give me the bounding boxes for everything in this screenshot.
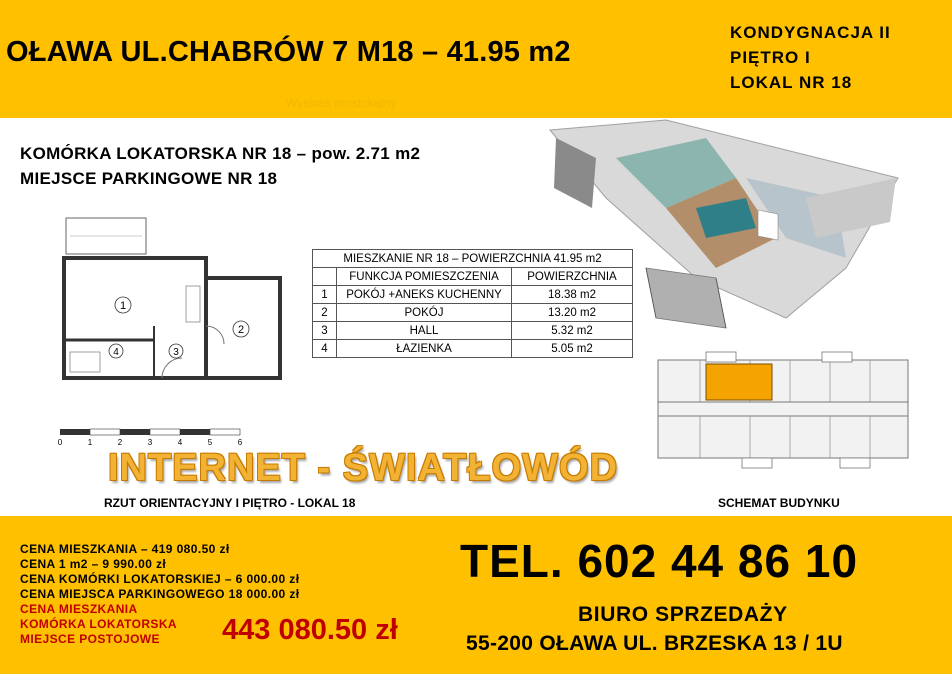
area-table-header-no <box>313 268 337 286</box>
scale-label-3: 3 <box>147 438 153 447</box>
table-row: 4 ŁAZIENKA 5.05 m2 <box>313 340 633 358</box>
summary-line-flat: CENA MIESZKANIA <box>20 602 138 616</box>
office-address: 55-200 OŁAWA UL. BRZESKA 13 / 1U <box>466 632 843 655</box>
phone-number[interactable]: TEL. 602 44 86 10 <box>460 535 859 587</box>
area-table-header-area: POWIERZCHNIA <box>512 268 633 286</box>
sales-office-label: BIURO SPRZEDAŻY <box>578 603 788 626</box>
building-schema <box>650 346 912 470</box>
scale-label-0: 0 <box>58 438 63 447</box>
price-flat: CENA MIESZKANIA – 419 080.50 zł <box>20 542 230 556</box>
area-table-header-function: FUNKCJA POMIESZCZENIA <box>337 268 512 286</box>
floor-plan <box>58 216 288 386</box>
kondygnacja-label: KONDYGNACJA II <box>730 23 891 42</box>
scale-label-5: 5 <box>207 438 213 447</box>
price-parking: CENA MIEJSCA PARKINGOWEGO 18 000.00 zł <box>20 587 300 601</box>
scale-label-1: 1 <box>87 438 93 447</box>
parking-info: MIEJSCE PARKINGOWE NR 18 <box>20 169 278 188</box>
pietro-label: PIĘTRO I <box>730 48 811 67</box>
lokal-label: LOKAL NR 18 <box>730 73 853 92</box>
scale-bar <box>58 427 258 449</box>
room-label-4: 4 <box>113 347 119 358</box>
apartment-3d-render <box>546 118 906 340</box>
table-row: 3 HALL 5.32 m2 <box>313 322 633 340</box>
price-per-m2: CENA 1 m2 – 9 990.00 zł <box>20 557 167 571</box>
unit-location <box>730 20 891 95</box>
summary-line-storage: KOMÓRKA LOKATORSKA <box>20 617 177 631</box>
internet-banner: INTERNET - ŚWIATŁOWÓD <box>108 447 619 489</box>
extras-info <box>20 141 420 191</box>
room-label-2: 2 <box>237 324 245 336</box>
floor-plan-caption: RZUT ORIENTACYJNY I PIĘTRO - LOKAL 18 <box>104 496 356 510</box>
scale-label-6: 6 <box>237 438 243 447</box>
table-row: 2 POKÓJ 13.20 m2 <box>313 304 633 322</box>
highlighted-unit <box>706 364 772 400</box>
scale-label-2: 2 <box>117 438 123 447</box>
price-storage: CENA KOMÓRKI LOKATORSKIEJ – 6 000.00 zł <box>20 572 300 586</box>
room-label-1: 1 <box>119 300 127 312</box>
area-table-title: MIESZKANIE NR 18 – POWIERZCHNIA 41.95 m2 <box>313 250 633 268</box>
ghost-watermark-text: Wysinek prostokątny <box>286 96 397 110</box>
page-title: OŁAWA UL.CHABRÓW 7 M18 – 41.95 m2 <box>6 36 571 68</box>
summary-line-parking: MIEJSCE POSTOJOWE <box>20 632 160 646</box>
scale-label-4: 4 <box>177 438 183 447</box>
storage-info: KOMÓRKA LOKATORSKA NR 18 – pow. 2.71 m2 <box>20 144 421 163</box>
total-price: 443 080.50 zł <box>222 614 398 646</box>
table-row: 1 POKÓJ +ANEKS KUCHENNY 18.38 m2 <box>313 286 633 304</box>
room-label-3: 3 <box>173 347 179 358</box>
building-schema-caption: SCHEMAT BUDYNKU <box>718 496 840 510</box>
